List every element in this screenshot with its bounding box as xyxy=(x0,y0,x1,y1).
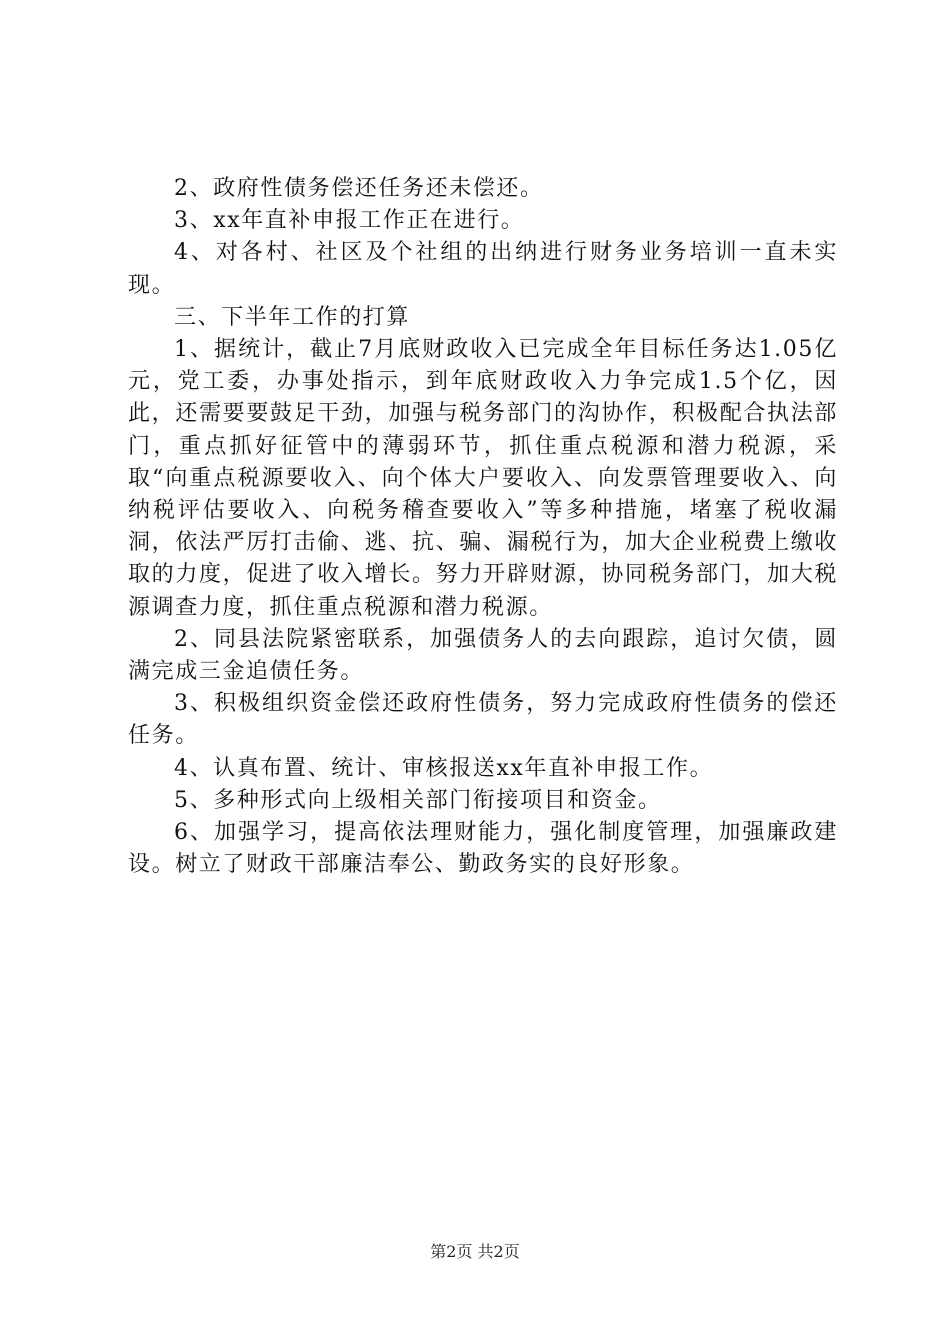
paragraph-subsidy-declaration-plan: 4、认真布置、统计、审核报送xx年直补申报工作。 xyxy=(174,755,714,781)
paragraph-integrity-building-plan: 6、加强学习，提高依法理财能力，强化制度管理，加强廉政建设。树立了财政干部廉洁奉公、勤政务实的良好形象。 xyxy=(128,820,838,878)
document-body xyxy=(128,173,838,881)
page-number-label: 第2页 共2页 xyxy=(430,1242,520,1261)
paragraph-government-debt-plan: 3、积极组织资金偿还政府性债务，努力完成政府性债务的偿还任务。 xyxy=(128,691,838,749)
paragraph-pending-debt-repayment: 2、政府性债务偿还任务还未偿还。 xyxy=(174,176,544,201)
paragraph-debt-recovery-plan: 2、同县法院紧密联系，加强债务人的去向跟踪，追讨欠债，圆满完成三金追债任务。 xyxy=(128,626,838,685)
section-heading-second-half-plan: 三、下半年工作的打算 xyxy=(174,304,411,330)
paragraph-subsidy-declaration-in-progress: 3、xx年直补申报工作正在进行。 xyxy=(174,208,525,234)
page-footer xyxy=(0,1242,950,1262)
paragraph-revenue-plan: 1、据统计，截止7月底财政收入已完成全年目标任务达1.05亿元，党工委，办事处指示，到年底财政收入力争完成1.5个亿，因此，还需要要鼓足干劲，加强与税务部门的沟协作，积极配合执法部门，重点抓好征管中的薄弱环节，抓住重点税源和潜力税源，采取“向重点税源要收入、向个体大户要收入、向发票管理要收入、向纳税评估要收入、向税务稽查要收入”等多种措施，堵塞了税收漏洞，依法严厉打击偷、逃、抗、骗、漏税行为，加大企业税费上缴收取的力度，促进了收入增长。努力开辟财源，协同税务部门，加大税源调查力度，抓住重点税源和潜力税源。 xyxy=(128,337,838,620)
paragraph-project-funding-plan: 5、多种形式向上级相关部门衔接项目和资金。 xyxy=(174,787,662,813)
paragraph-cashier-training-pending: 4、对各村、社区及个社组的出纳进行财务业务培训一直未实现。 xyxy=(128,240,838,298)
